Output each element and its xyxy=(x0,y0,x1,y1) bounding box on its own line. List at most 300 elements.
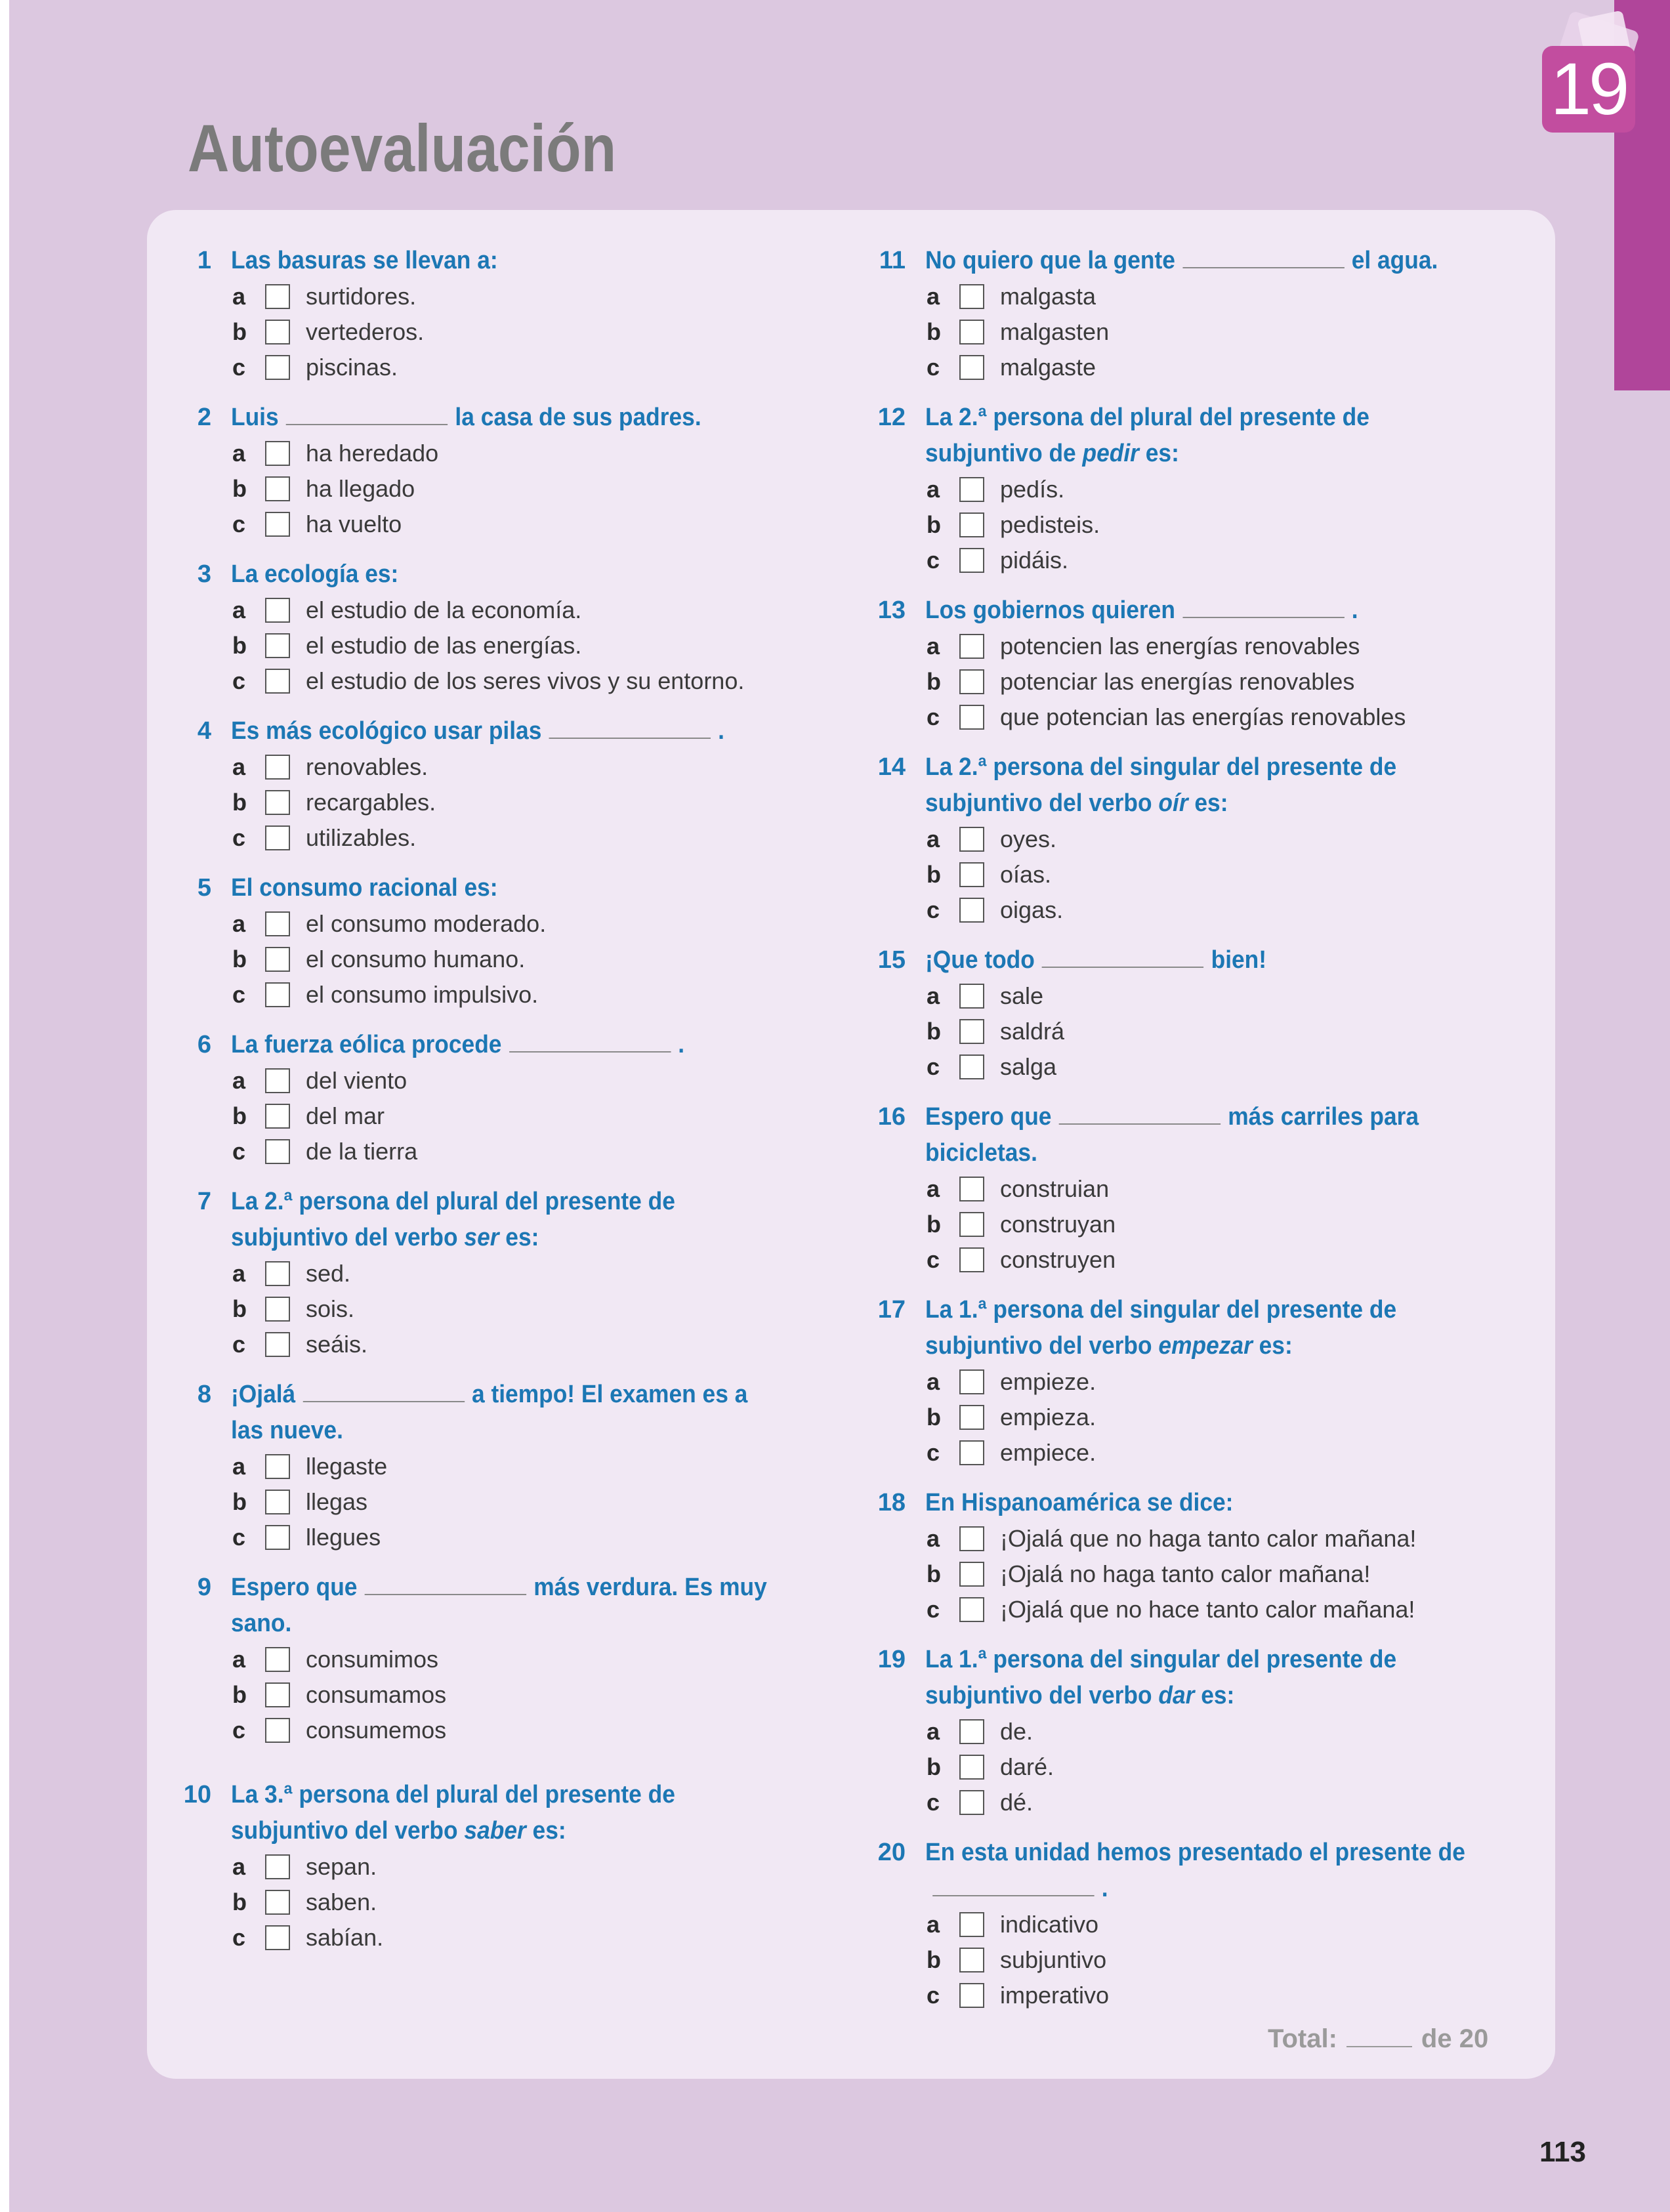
question-heading xyxy=(172,243,828,279)
answer-option-b[interactable] xyxy=(927,857,1522,892)
answer-option-b[interactable] xyxy=(927,1942,1522,1978)
option-checkbox[interactable] xyxy=(959,1755,984,1780)
answer-option-b[interactable] xyxy=(232,1098,828,1134)
answer-option-b[interactable] xyxy=(927,1400,1522,1435)
option-checkbox[interactable] xyxy=(265,1525,290,1550)
option-text: consumimos xyxy=(306,1646,439,1673)
option-text: pedís. xyxy=(1000,476,1065,503)
option-letter: c xyxy=(232,1717,246,1743)
answer-option-a[interactable] xyxy=(927,1171,1522,1207)
question-heading xyxy=(866,1485,1522,1521)
answer-option-b[interactable] xyxy=(927,1749,1522,1785)
option-text: seáis. xyxy=(306,1331,368,1358)
option-checkbox[interactable] xyxy=(959,984,984,1009)
option-checkbox[interactable] xyxy=(265,355,290,380)
option-text: sois. xyxy=(306,1295,355,1322)
question-14 xyxy=(866,749,1522,928)
option-letter: b xyxy=(232,1102,247,1129)
option-checkbox[interactable] xyxy=(959,320,984,344)
option-letter: a xyxy=(232,910,246,937)
answer-option-b[interactable] xyxy=(232,1291,828,1327)
option-letter: b xyxy=(927,1211,941,1238)
question-text-end: es: xyxy=(1194,789,1228,817)
option-checkbox[interactable] xyxy=(265,1104,290,1129)
answer-blank[interactable] xyxy=(286,402,448,425)
answer-option-a[interactable] xyxy=(927,822,1522,857)
option-letter: a xyxy=(927,982,940,1009)
question-text xyxy=(925,1835,1474,1907)
question-20 xyxy=(866,1835,1522,2013)
option-letter: a xyxy=(232,1260,246,1287)
option-checkbox[interactable] xyxy=(959,705,984,730)
answer-blank[interactable] xyxy=(549,715,711,739)
option-text: ha heredado xyxy=(306,440,439,467)
option-checkbox[interactable] xyxy=(959,898,984,923)
option-checkbox[interactable] xyxy=(265,669,290,694)
answer-option-a[interactable] xyxy=(232,1849,828,1885)
answer-blank[interactable] xyxy=(509,1029,671,1053)
question-verb: dar xyxy=(1158,1682,1195,1709)
question-text-end: es: xyxy=(1259,1332,1293,1360)
option-checkbox[interactable] xyxy=(959,1177,984,1201)
option-checkbox[interactable] xyxy=(265,1332,290,1357)
question-text xyxy=(231,1184,780,1256)
option-letter: c xyxy=(232,667,246,694)
option-letter: c xyxy=(232,354,246,381)
option-text: sepan. xyxy=(306,1853,377,1880)
option-letter: b xyxy=(232,318,247,345)
answer-option-a[interactable] xyxy=(927,472,1522,507)
answer-option-c[interactable] xyxy=(232,507,828,542)
option-letter: a xyxy=(927,1525,940,1552)
option-text: ¡Ojalá que no haga tanto calor mañana! xyxy=(1000,1525,1417,1552)
answer-blank[interactable] xyxy=(1042,944,1203,968)
option-letter: b xyxy=(232,632,247,659)
option-checkbox[interactable] xyxy=(265,1682,290,1707)
option-letter: b xyxy=(232,946,247,972)
option-letter: a xyxy=(927,633,940,659)
option-text: llegas xyxy=(306,1488,368,1515)
option-checkbox[interactable] xyxy=(265,1454,290,1479)
question-text-start: La 1.ª persona del singular del presente de subjuntivo del verbo xyxy=(925,1296,1397,1360)
question-2 xyxy=(172,400,828,542)
option-text: dé. xyxy=(1000,1789,1033,1816)
question-number: 17 xyxy=(877,1296,906,1324)
question-text-end: a tiempo! El examen es a las nueve. xyxy=(231,1381,748,1444)
answer-option-b[interactable] xyxy=(232,942,828,977)
option-text: el estudio de los seres vivos y su entorno. xyxy=(306,667,745,694)
question-9 xyxy=(172,1570,828,1748)
option-letter: a xyxy=(232,596,246,623)
answer-option-c[interactable] xyxy=(927,1785,1522,1820)
answer-option-c[interactable] xyxy=(232,1920,828,1955)
option-checkbox[interactable] xyxy=(959,477,984,502)
option-text: de la tierra xyxy=(306,1138,418,1165)
option-checkbox[interactable] xyxy=(959,669,984,694)
option-checkbox[interactable] xyxy=(265,1718,290,1743)
question-number: 1 xyxy=(197,247,211,274)
option-text: ha vuelto xyxy=(306,511,402,537)
question-text xyxy=(231,400,780,436)
question-text-end: es: xyxy=(532,1817,566,1845)
option-letter: b xyxy=(927,1018,941,1045)
question-verb: pedir xyxy=(1082,440,1139,467)
question-text xyxy=(925,942,1474,978)
answer-option-b[interactable] xyxy=(232,1484,828,1520)
answer-option-a[interactable] xyxy=(232,1256,828,1291)
option-letter: a xyxy=(232,1646,246,1673)
answer-blank[interactable] xyxy=(303,1379,464,1402)
option-text: renovables. xyxy=(306,753,428,780)
question-number: 12 xyxy=(877,404,906,431)
answer-blank[interactable] xyxy=(365,1572,526,1595)
question-text-start: ¡Que todo xyxy=(925,946,1035,974)
option-checkbox[interactable] xyxy=(959,1019,984,1044)
answer-option-b[interactable] xyxy=(927,1014,1522,1049)
question-verb: oír xyxy=(1158,789,1188,817)
option-letter: c xyxy=(927,1596,940,1623)
question-number: 5 xyxy=(197,874,211,902)
question-17 xyxy=(866,1292,1522,1471)
answer-option-a[interactable] xyxy=(232,279,828,314)
option-text: saldrá xyxy=(1000,1018,1065,1045)
question-heading xyxy=(866,1099,1522,1171)
option-checkbox[interactable] xyxy=(265,598,290,623)
answer-option-b[interactable] xyxy=(232,471,828,507)
question-text-start: Luis xyxy=(231,404,279,431)
option-letter: a xyxy=(927,825,940,852)
question-text-start: Espero que xyxy=(231,1574,358,1601)
question-6 xyxy=(172,1027,828,1169)
answer-option-c[interactable] xyxy=(232,1327,828,1362)
option-checkbox[interactable] xyxy=(265,911,290,936)
option-checkbox[interactable] xyxy=(265,320,290,344)
question-number: 20 xyxy=(877,1839,906,1866)
answer-option-a[interactable] xyxy=(927,629,1522,664)
option-text: oyes. xyxy=(1000,825,1057,852)
answer-blank[interactable] xyxy=(1182,245,1344,268)
question-number: 2 xyxy=(197,404,211,431)
option-checkbox[interactable] xyxy=(265,1261,290,1286)
option-text: oías. xyxy=(1000,861,1052,888)
answer-option-c[interactable] xyxy=(232,350,828,385)
option-checkbox[interactable] xyxy=(265,947,290,972)
question-16 xyxy=(866,1099,1522,1278)
option-letter: b xyxy=(927,861,941,888)
option-text: ¡Ojalá no haga tanto calor mañana! xyxy=(1000,1560,1371,1587)
option-letter: c xyxy=(232,1138,246,1165)
question-number: 14 xyxy=(877,753,906,781)
answer-option-a[interactable] xyxy=(927,1521,1522,1556)
question-heading xyxy=(172,713,828,749)
question-15 xyxy=(866,942,1522,1085)
question-4 xyxy=(172,713,828,856)
option-checkbox[interactable] xyxy=(959,1405,984,1430)
answer-option-a[interactable] xyxy=(232,1063,828,1098)
option-checkbox[interactable] xyxy=(265,825,290,850)
option-checkbox[interactable] xyxy=(959,634,984,659)
question-text-start: Las basuras se llevan a: xyxy=(231,247,498,274)
question-text xyxy=(231,713,780,749)
option-checkbox[interactable] xyxy=(265,790,290,815)
option-checkbox[interactable] xyxy=(959,1526,984,1551)
page-title: Autoevaluación xyxy=(188,111,617,186)
question-13 xyxy=(866,593,1522,735)
answer-option-b[interactable] xyxy=(927,314,1522,350)
option-checkbox[interactable] xyxy=(959,1912,984,1937)
answer-option-c[interactable] xyxy=(927,350,1522,385)
option-text: salga xyxy=(1000,1053,1057,1080)
answer-option-a[interactable] xyxy=(232,906,828,942)
option-text: malgasta xyxy=(1000,283,1096,310)
answer-option-a[interactable] xyxy=(232,436,828,471)
option-letter: c xyxy=(927,1246,940,1273)
option-text: el estudio de las energías. xyxy=(306,632,582,659)
option-letter: c xyxy=(927,354,940,381)
answer-option-a[interactable] xyxy=(232,1642,828,1677)
question-text xyxy=(231,1027,780,1063)
option-letter: b xyxy=(232,1681,247,1708)
option-text: subjuntivo xyxy=(1000,1946,1107,1973)
question-text-end: más carriles para bicicletas. xyxy=(925,1103,1419,1167)
question-number: 6 xyxy=(197,1031,211,1058)
answer-option-c[interactable] xyxy=(232,1134,828,1169)
question-text xyxy=(925,593,1474,629)
answer-option-a[interactable] xyxy=(927,1714,1522,1749)
option-text: daré. xyxy=(1000,1753,1054,1780)
right-question-column xyxy=(866,243,1522,2028)
question-number: 9 xyxy=(197,1574,211,1601)
answer-option-b[interactable] xyxy=(232,1885,828,1920)
question-number: 11 xyxy=(879,247,906,274)
question-number: 19 xyxy=(877,1646,906,1673)
option-checkbox[interactable] xyxy=(265,441,290,466)
option-checkbox[interactable] xyxy=(265,982,290,1007)
option-text: empieze. xyxy=(1000,1368,1096,1395)
answer-option-c[interactable] xyxy=(927,1978,1522,2013)
option-text: potenciar las energías renovables xyxy=(1000,668,1355,695)
question-18 xyxy=(866,1485,1522,1627)
answer-option-a[interactable] xyxy=(232,749,828,785)
question-text-start: El consumo racional es: xyxy=(231,874,498,902)
answer-option-b[interactable] xyxy=(232,785,828,820)
option-letter: b xyxy=(927,318,941,345)
option-letter: a xyxy=(927,1718,940,1745)
option-text: vertederos. xyxy=(306,318,425,345)
question-text xyxy=(925,749,1474,822)
question-heading xyxy=(866,400,1522,472)
option-letter: c xyxy=(232,1924,246,1951)
total-blank[interactable] xyxy=(1346,2026,1412,2047)
total-label: Total: xyxy=(1268,2024,1337,2053)
option-letter: c xyxy=(232,511,246,537)
question-heading xyxy=(866,1292,1522,1364)
option-letter: a xyxy=(927,1911,940,1938)
question-text-start: La 1.ª persona del singular del presente de subjuntivo del verbo xyxy=(925,1646,1397,1709)
option-checkbox[interactable] xyxy=(959,862,984,887)
option-checkbox[interactable] xyxy=(959,1369,984,1394)
option-checkbox[interactable] xyxy=(959,1440,984,1465)
option-checkbox[interactable] xyxy=(959,284,984,309)
option-letter: c xyxy=(927,1982,940,2009)
option-letter: a xyxy=(232,753,246,780)
option-letter: b xyxy=(927,1946,941,1973)
question-1 xyxy=(172,243,828,385)
answer-option-c[interactable] xyxy=(927,543,1522,578)
question-heading xyxy=(866,749,1522,822)
option-text: recargables. xyxy=(306,789,436,816)
option-text: potencien las energías renovables xyxy=(1000,633,1360,659)
option-checkbox[interactable] xyxy=(959,1790,984,1815)
question-3 xyxy=(172,556,828,699)
option-text: empieza. xyxy=(1000,1404,1096,1430)
answer-option-c[interactable] xyxy=(927,892,1522,928)
answer-option-c[interactable] xyxy=(232,820,828,856)
option-text: malgasten xyxy=(1000,318,1110,345)
answer-option-c[interactable] xyxy=(232,1713,828,1748)
option-text: oigas. xyxy=(1000,896,1064,923)
option-checkbox[interactable] xyxy=(959,827,984,852)
answer-option-c[interactable] xyxy=(927,1242,1522,1278)
option-checkbox[interactable] xyxy=(959,355,984,380)
question-text-end: . xyxy=(718,717,724,745)
answer-option-a[interactable] xyxy=(927,978,1522,1014)
option-checkbox[interactable] xyxy=(959,1247,984,1272)
option-checkbox[interactable] xyxy=(265,633,290,658)
option-text: el consumo impulsivo. xyxy=(306,981,539,1008)
option-checkbox[interactable] xyxy=(265,1490,290,1514)
answer-option-b[interactable] xyxy=(232,1677,828,1713)
question-text xyxy=(231,243,780,279)
option-checkbox[interactable] xyxy=(265,1925,290,1950)
option-text: consumamos xyxy=(306,1681,447,1708)
question-number: 7 xyxy=(197,1188,211,1215)
question-text xyxy=(231,1777,780,1849)
answer-option-b[interactable] xyxy=(927,1207,1522,1242)
option-checkbox[interactable] xyxy=(959,1719,984,1744)
option-checkbox[interactable] xyxy=(959,1948,984,1972)
question-text-start: La 2.ª persona del singular del presente de subjuntivo del verbo xyxy=(925,753,1397,817)
answer-option-c[interactable] xyxy=(927,1592,1522,1627)
option-checkbox[interactable] xyxy=(265,1297,290,1322)
option-letter: a xyxy=(232,1853,246,1880)
answer-option-b[interactable] xyxy=(232,314,828,350)
option-letter: c xyxy=(927,703,940,730)
option-text: construyen xyxy=(1000,1246,1116,1273)
option-checkbox[interactable] xyxy=(265,476,290,501)
question-number: 18 xyxy=(877,1489,906,1516)
question-text-start: Los gobiernos quieren xyxy=(925,596,1175,624)
answer-option-b[interactable] xyxy=(927,507,1522,543)
option-letter: c xyxy=(232,1524,246,1551)
question-text-end: es: xyxy=(1145,440,1179,467)
option-text: el estudio de la economía. xyxy=(306,596,582,623)
option-checkbox[interactable] xyxy=(959,512,984,537)
option-letter: b xyxy=(232,1889,247,1915)
question-text-start: ¡Ojalá xyxy=(231,1381,296,1408)
option-checkbox[interactable] xyxy=(265,1068,290,1093)
question-number: 13 xyxy=(877,596,906,624)
option-checkbox[interactable] xyxy=(265,1647,290,1672)
answer-blank[interactable] xyxy=(1182,595,1344,618)
option-checkbox[interactable] xyxy=(265,512,290,537)
question-text-end: la casa de sus padres. xyxy=(455,404,701,431)
answer-blank[interactable] xyxy=(932,1873,1094,1896)
question-heading xyxy=(866,1835,1522,1907)
option-checkbox[interactable] xyxy=(265,284,290,309)
option-letter: c xyxy=(232,981,246,1008)
question-verb: ser xyxy=(464,1224,499,1251)
option-checkbox[interactable] xyxy=(959,548,984,573)
option-checkbox[interactable] xyxy=(959,1983,984,2008)
option-text: ha llegado xyxy=(306,475,415,502)
option-letter: b xyxy=(927,1404,941,1430)
answer-option-a[interactable] xyxy=(927,1907,1522,1942)
option-checkbox[interactable] xyxy=(265,1139,290,1164)
question-7 xyxy=(172,1184,828,1362)
option-text: del mar xyxy=(306,1102,385,1129)
answer-option-a[interactable] xyxy=(232,1449,828,1484)
answer-option-a[interactable] xyxy=(927,1364,1522,1400)
question-12 xyxy=(866,400,1522,578)
question-text xyxy=(925,400,1474,472)
answer-option-c[interactable] xyxy=(927,699,1522,735)
option-text: malgaste xyxy=(1000,354,1096,381)
option-checkbox[interactable] xyxy=(265,1854,290,1879)
answer-option-c[interactable] xyxy=(232,977,828,1012)
question-text-start: En esta unidad hemos presentado el presente de xyxy=(925,1839,1465,1866)
option-letter: c xyxy=(232,824,246,851)
option-letter: a xyxy=(927,283,940,310)
answer-option-c[interactable] xyxy=(927,1049,1522,1085)
option-text: pedisteis. xyxy=(1000,511,1100,538)
answer-option-a[interactable] xyxy=(232,593,828,628)
question-text-start: La fuerza eólica procede xyxy=(231,1031,502,1058)
answer-blank[interactable] xyxy=(1059,1101,1221,1125)
total-suffix: de 20 xyxy=(1421,2024,1489,2053)
question-heading xyxy=(866,1642,1522,1714)
question-text-end: bien! xyxy=(1211,946,1267,974)
question-11 xyxy=(866,243,1522,385)
answer-option-b[interactable] xyxy=(927,1556,1522,1592)
page-edge xyxy=(0,0,9,2212)
option-text: surtidores. xyxy=(306,283,417,310)
answer-option-c[interactable] xyxy=(232,663,828,699)
question-text-start: La 3.ª persona del plural del presente de subjuntivo del verbo xyxy=(231,1781,675,1845)
question-heading xyxy=(172,870,828,906)
question-5 xyxy=(172,870,828,1012)
answer-option-b[interactable] xyxy=(927,664,1522,699)
question-number: 10 xyxy=(183,1781,211,1808)
option-checkbox[interactable] xyxy=(959,1054,984,1079)
option-text: el consumo moderado. xyxy=(306,910,547,937)
option-text: consumemos xyxy=(306,1717,447,1743)
option-checkbox[interactable] xyxy=(265,1890,290,1915)
option-checkbox[interactable] xyxy=(959,1597,984,1622)
option-checkbox[interactable] xyxy=(959,1562,984,1587)
answer-option-b[interactable] xyxy=(232,628,828,663)
question-text xyxy=(231,1570,780,1642)
answer-option-c[interactable] xyxy=(927,1435,1522,1471)
answer-option-a[interactable] xyxy=(927,279,1522,314)
option-letter: b xyxy=(927,668,941,695)
answer-option-c[interactable] xyxy=(232,1520,828,1555)
option-checkbox[interactable] xyxy=(959,1212,984,1237)
question-text-start: No quiero que la gente xyxy=(925,247,1175,274)
question-text xyxy=(925,1099,1474,1171)
option-checkbox[interactable] xyxy=(265,755,290,780)
option-letter: b xyxy=(232,1488,247,1515)
